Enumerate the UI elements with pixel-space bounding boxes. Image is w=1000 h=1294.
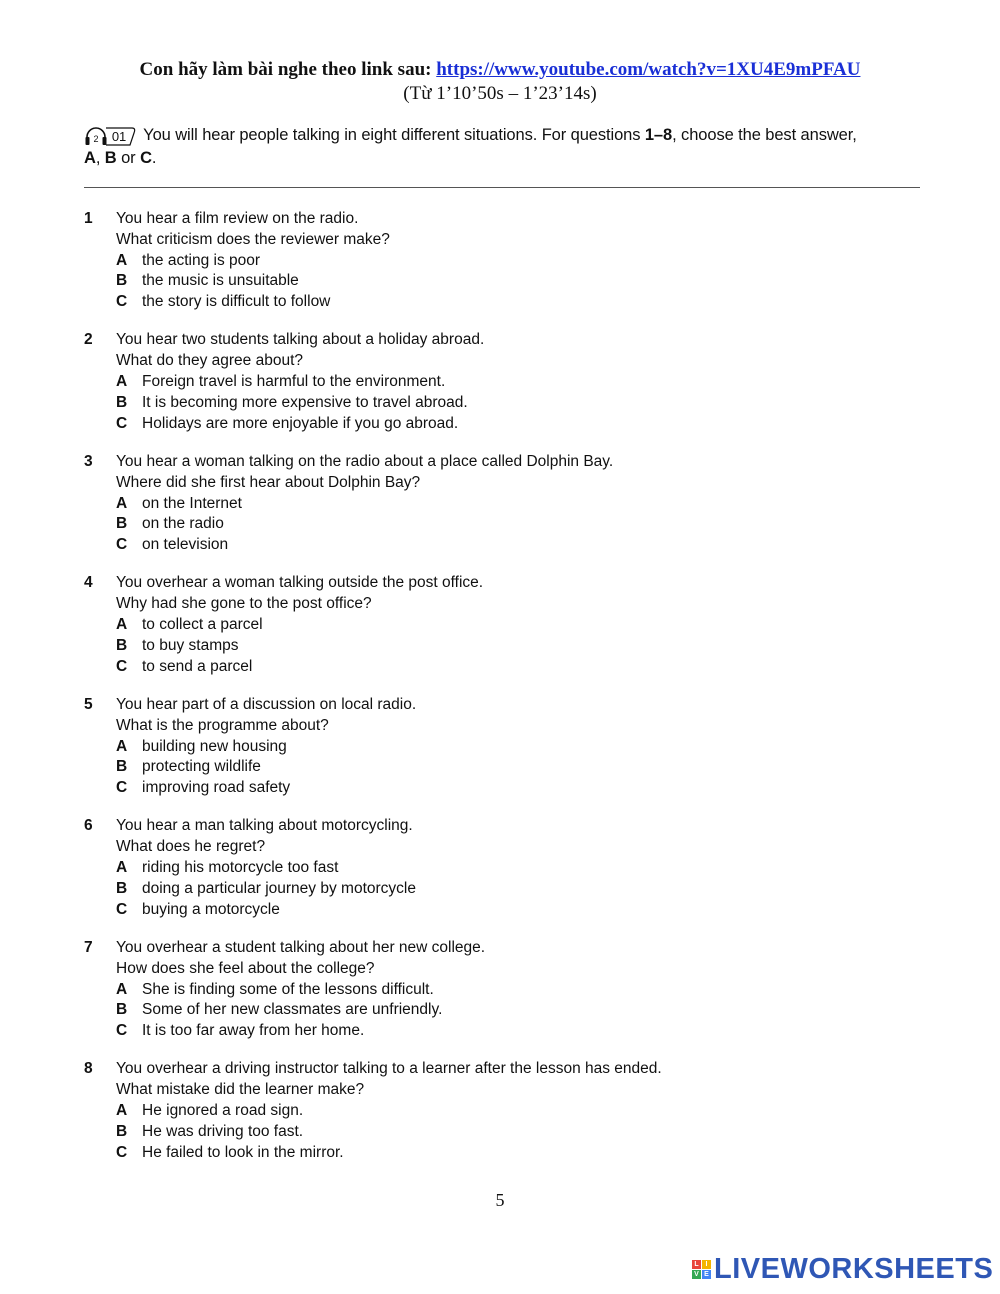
question-8 xyxy=(84,1059,924,1163)
question-6 xyxy=(84,816,924,920)
question-text: Where did she first hear about Dolphin Bay? xyxy=(116,473,421,491)
answer-option[interactable] xyxy=(116,1143,924,1164)
question-context: You overhear a student talking about her new college. xyxy=(116,938,486,956)
option-letter: A xyxy=(116,980,128,998)
answer-option[interactable] xyxy=(116,1000,924,1021)
option-letter: A xyxy=(116,616,128,634)
answer-option[interactable] xyxy=(116,778,924,799)
question-context: You hear two students talking about a holiday abroad. xyxy=(116,331,485,349)
answer-option[interactable] xyxy=(116,514,924,535)
answer-option[interactable] xyxy=(116,494,924,515)
option-letter: C xyxy=(116,779,128,797)
option-text: improving road safety xyxy=(142,779,291,797)
option-text: building new housing xyxy=(142,737,287,755)
question-number: 3 xyxy=(84,452,93,470)
option-text: He ignored a road sign. xyxy=(142,1101,304,1119)
youtube-link[interactable]: https://www.youtube.com/watch?v=1XU4E9mPFAU xyxy=(436,59,861,80)
option-text: doing a particular journey by motorcycle xyxy=(142,879,416,897)
answer-option[interactable] xyxy=(116,271,924,292)
page-number: 5 xyxy=(495,1190,505,1210)
answer-option[interactable] xyxy=(116,292,924,313)
logo-text: LIVEWORKSHEETS xyxy=(714,1252,994,1285)
question-3 xyxy=(84,452,924,556)
option-text: Holidays are more enjoyable if you go abroad. xyxy=(142,414,459,432)
option-letter: B xyxy=(116,879,128,897)
question-text: What mistake did the learner make? xyxy=(116,1081,365,1099)
question-text: What do they agree about? xyxy=(116,352,303,370)
question-text: Why had she gone to the post office? xyxy=(116,595,372,613)
question-number: 8 xyxy=(84,1060,93,1078)
question-2 xyxy=(84,330,924,434)
option-text: on television xyxy=(142,536,229,554)
headphones-icon xyxy=(84,125,136,147)
time-range: (Từ 1’10’50s – 1’23’14s) xyxy=(403,83,597,104)
option-text: the music is unsuitable xyxy=(142,272,299,290)
option-text: to send a parcel xyxy=(142,657,253,675)
question-context: You hear a film review on the radio. xyxy=(116,210,359,227)
question-text: What criticism does the reviewer make? xyxy=(116,230,390,248)
option-letter: C xyxy=(116,293,128,311)
header-lead: Con hãy làm bài nghe theo link sau: xyxy=(139,59,437,80)
option-text: on the Internet xyxy=(142,494,242,512)
question-5 xyxy=(84,695,924,799)
logo-tile: V xyxy=(692,1270,701,1279)
option-text: riding his motorcycle too fast xyxy=(142,859,339,877)
answer-option[interactable] xyxy=(116,879,924,900)
option-letter: A xyxy=(116,373,128,391)
question-1 xyxy=(84,209,924,313)
option-text: to buy stamps xyxy=(142,636,239,654)
question-context: You hear a woman talking on the radio about a place called Dolphin Bay. xyxy=(116,452,614,470)
option-text: It is becoming more expensive to travel abroad. xyxy=(142,393,468,411)
option-text: She is finding some of the lessons difficult. xyxy=(142,980,434,998)
option-text: Foreign travel is harmful to the environment. xyxy=(142,373,446,391)
option-text: He failed to look in the mirror. xyxy=(142,1143,344,1161)
question-text: How does she feel about the college? xyxy=(116,959,375,977)
question-number: 7 xyxy=(84,938,93,956)
answer-option[interactable] xyxy=(116,615,924,636)
option-letter: A xyxy=(116,1101,128,1119)
instructions: 2 01 You will hear people talking in eight different situations. For questions 1–8, choose the best answer, A, B or C. xyxy=(84,126,857,167)
page-header xyxy=(0,58,1000,106)
option-letter: C xyxy=(116,414,128,432)
option-text: the story is difficult to follow xyxy=(142,293,331,311)
logo-tile: L xyxy=(692,1260,701,1269)
answer-option[interactable] xyxy=(116,1101,924,1122)
option-letter: C xyxy=(116,1022,128,1040)
answer-option[interactable] xyxy=(116,737,924,758)
option-text: He was driving too fast. xyxy=(142,1122,304,1140)
option-text: to collect a parcel xyxy=(142,616,263,634)
audio-track-badge xyxy=(84,126,136,146)
option-letter: A xyxy=(116,859,128,877)
option-letter: C xyxy=(116,657,128,675)
option-letter: C xyxy=(116,536,128,554)
answer-option[interactable] xyxy=(116,757,924,778)
option-letter: C xyxy=(116,1143,128,1161)
logo-tile: E xyxy=(702,1270,711,1279)
question-7 xyxy=(84,938,924,1042)
question-number: 4 xyxy=(84,574,93,592)
answer-option[interactable] xyxy=(116,636,924,657)
svg-text:01: 01 xyxy=(111,128,127,144)
question-number: 6 xyxy=(84,817,93,835)
question-number: 5 xyxy=(84,695,93,713)
option-letter: B xyxy=(116,636,128,654)
option-text: Some of her new classmates are unfriendly. xyxy=(142,1001,443,1019)
question-list xyxy=(84,209,924,1181)
answer-option[interactable] xyxy=(116,414,924,435)
option-text: It is too far away from her home. xyxy=(142,1022,365,1040)
question-context: You hear part of a discussion on local radio. xyxy=(116,695,417,713)
answer-option[interactable] xyxy=(116,900,924,921)
answer-option[interactable] xyxy=(116,372,924,393)
option-letter: A xyxy=(116,737,128,755)
question-number: 2 xyxy=(84,331,93,349)
option-letter: A xyxy=(116,494,128,512)
option-letter: B xyxy=(116,758,128,776)
option-letter: B xyxy=(116,515,128,533)
question-context: You hear a man talking about motorcycling. xyxy=(116,817,413,835)
option-text: the acting is poor xyxy=(142,251,261,269)
option-letter: B xyxy=(116,1122,128,1140)
option-letter: A xyxy=(116,251,128,269)
answer-option[interactable] xyxy=(116,858,924,879)
question-context: You overhear a driving instructor talking to a learner after the lesson has ended. xyxy=(116,1060,662,1078)
option-letter: B xyxy=(116,393,128,411)
option-text: protecting wildlife xyxy=(142,758,261,776)
liveworksheets-logo xyxy=(692,1253,993,1285)
answer-option[interactable] xyxy=(116,251,924,272)
option-text: buying a motorcycle xyxy=(142,900,280,918)
answer-option[interactable] xyxy=(116,657,924,678)
option-letter: B xyxy=(116,1001,128,1019)
question-context: You overhear a woman talking outside the post office. xyxy=(116,574,484,592)
answer-option[interactable] xyxy=(116,1122,924,1143)
logo-mark-icon xyxy=(692,1260,711,1279)
answer-option[interactable] xyxy=(116,980,924,1001)
option-letter: B xyxy=(116,272,128,290)
option-text: on the radio xyxy=(142,515,224,533)
answer-option[interactable] xyxy=(116,1021,924,1042)
question-number: 1 xyxy=(84,210,93,227)
question-text: What does he regret? xyxy=(116,838,266,856)
answer-option[interactable] xyxy=(116,393,924,414)
option-letter: C xyxy=(116,900,128,918)
divider xyxy=(84,187,920,188)
svg-text:2: 2 xyxy=(93,133,99,144)
logo-tile: I xyxy=(702,1260,711,1269)
answer-option[interactable] xyxy=(116,535,924,556)
question-4 xyxy=(84,573,924,677)
question-text: What is the programme about? xyxy=(116,716,329,734)
